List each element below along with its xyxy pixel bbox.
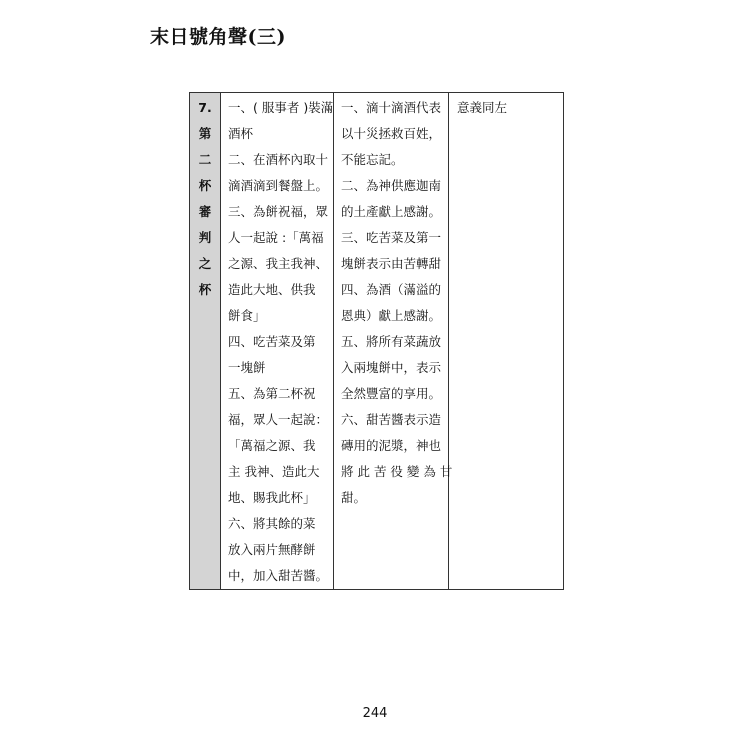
row-title-char: 杯 [198,178,212,193]
procedure-line: 四、吃苦菜及第 [228,334,316,349]
row-header-cell [190,93,221,590]
procedure-line: 餅食」 [228,308,266,323]
row-title-char: 之 [198,256,212,271]
table-row [190,93,564,590]
page-number: 244 [362,706,388,721]
procedure-line: 造此大地、供我 [228,282,316,297]
procedure-line: 之源、我主我神、 [228,256,329,271]
note-text: 意義同左 [457,100,508,115]
row-title-char: 二 [198,152,212,167]
meaning-line: 將 此 苦 役 變 為 甘 [341,464,453,479]
meaning-line: 六、甜苦醬表示造 [341,412,442,427]
procedure-line: 一、( 服事者 )裝滿 [228,100,334,115]
meaning-line: 磚用的泥漿，神也 [341,438,442,453]
procedure-line: 一塊餅 [228,360,266,375]
page-title: 末日號角聲(三) [150,26,286,48]
content-table [189,92,564,590]
row-title-char: 第 [198,126,212,141]
meaning-line: 塊餅表示由苦轉甜 [341,256,442,271]
procedure-cell [221,93,334,590]
procedure-line: 滴酒滴到餐盤上。 [228,178,329,193]
meaning-line: 五、將所有菜蔬放 [341,334,442,349]
row-title-char: 杯 [198,282,212,297]
meaning-line: 全然豐富的享用。 [341,386,442,401]
procedure-line: 人一起說 :「萬福 [228,230,324,245]
procedure-line: 六、將其餘的菜 [228,516,316,531]
meaning-line: 甜。 [341,490,367,505]
procedure-line: 地、賜我此杯」 [228,490,316,505]
procedure-line: 福，眾人一起說： [228,412,329,427]
meaning-cell [334,93,453,590]
meaning-line: 以十災拯救百姓， [341,126,442,141]
meaning-line: 不能忘記。 [341,152,404,167]
procedure-line: 二、在酒杯內取十 [228,152,329,167]
procedure-line: 放入兩片無酵餅 [228,542,316,557]
meaning-line: 恩典）獻上感謝。 [341,308,442,323]
procedure-line: 三、為餅祝福，眾 [228,204,329,219]
meaning-line: 四、為酒（滿溢的 [341,282,442,297]
row-number: 7. [198,100,212,115]
meaning-line: 二、為神供應迦南 [341,178,442,193]
row-title-char: 判 [198,230,212,245]
meaning-line: 一、滴十滴酒代表 [341,100,442,115]
meaning-line: 入兩塊餅中，表示 [341,360,442,375]
row-title-char: 審 [198,204,212,219]
procedure-line: 主 我神、造此大 [228,464,320,479]
procedure-line: 五、為第二杯祝 [228,386,316,401]
note-cell [449,93,564,590]
meaning-line: 三、吃苦菜及第一 [341,230,442,245]
meaning-line: 的土產獻上感謝。 [341,204,442,219]
row-title [190,121,220,303]
procedure-line: 「萬福之源、我 [228,438,316,453]
procedure-line: 酒杯 [228,126,254,141]
procedure-line: 中，加入甜苦醬。 [228,568,329,583]
